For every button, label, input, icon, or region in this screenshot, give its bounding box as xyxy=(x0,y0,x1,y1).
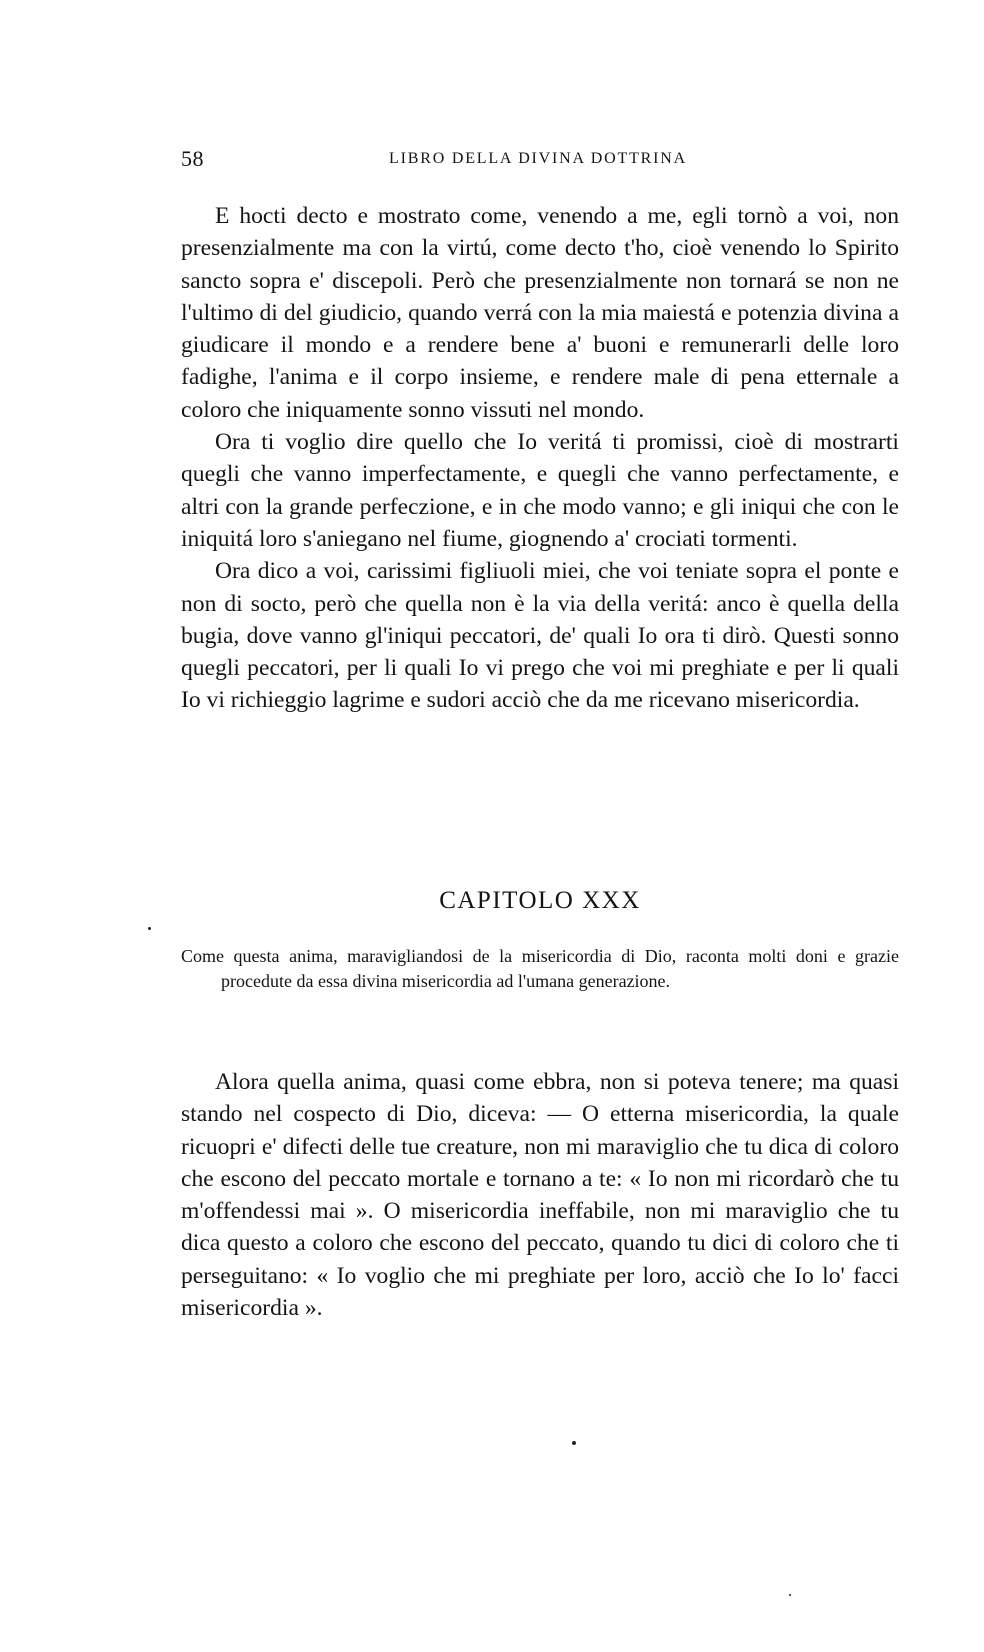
book-title: LIBRO DELLA DIVINA DOTTRINA xyxy=(389,150,687,167)
ink-speck xyxy=(148,927,151,930)
ink-speck xyxy=(789,1594,791,1596)
paragraph: E hocti decto e mostrato come, venendo a me, egli tornò a voi, non presenzialmente ma con la virtú, come decto t'ho, cioè venendo lo Spirito sancto sopra e' discepoli. Però che presenzialmente non tornará se non ne l'ultimo di del giudicio, quando verrá con la mia maiestá e potenzia divina a giudicare il mondo e a rendere bene a' buoni e remunerarli delle loro fadighe, l'anima e il corpo insieme, e rendere male di pena etternale a coloro che iniquamente sonno vissuti nel mondo. xyxy=(181,203,899,423)
paragraph: Ora dico a voi, carissimi figliuoli miei, che voi teniate sopra el ponte e non di socto, però che quella non è la via della veritá: anco è quella della bugia, dove vanno gl'iniqui peccatori, de' quali Io ora ti dirò. Questi sonno quegli peccatori, per li quali Io vi prego che voi mi preghiate e per li quali Io vi richieggio lagrime e sudori acciò che da me ricevano misericordia. xyxy=(181,558,899,714)
chapter-body-text xyxy=(181,1066,899,1324)
body-text xyxy=(181,200,899,717)
running-head xyxy=(181,146,895,174)
paragraph: Ora ti voglio dire quello che Io veritá ti promissi, cioè di mostrarti quegli che vanno imperfectamente, e quegli che vanno perfectamente, e altri con la grande perfeczione, e in che modo vanno; e gli iniqui che con le iniquitá loro s'aniegano nel fiume, giognendo a' crociati tormenti. xyxy=(181,429,899,552)
page-number: 58 xyxy=(181,146,204,171)
chapter-summary: Come questa anima, maravigliandosi de la misericordia di Dio, raconta molti doni e grazie procedute da essa divina misericordia ad l'umana generazione. xyxy=(181,946,899,991)
chapter-title: CAPITOLO XXX xyxy=(439,887,641,914)
ink-speck xyxy=(572,1441,576,1445)
paragraph: Alora quella anima, quasi come ebbra, non si poteva tenere; ma quasi stando nel cospecto di Dio, diceva: — O etterna misericordia, la quale ricuopri e' difecti delle tue creature, non mi maraviglio che tu dica di coloro che escono del peccato mortale e tornano a te: « Io non mi ricordarò che tu m'offendessi mai ». O misericordia ineffabile, non mi maraviglio che tu dica questo a coloro che escono del peccato, quando tu dici di coloro che ti perseguitano: « Io voglio che mi preghiate per loro, acciò che Io lo' facci misericordia ». xyxy=(181,1069,899,1322)
